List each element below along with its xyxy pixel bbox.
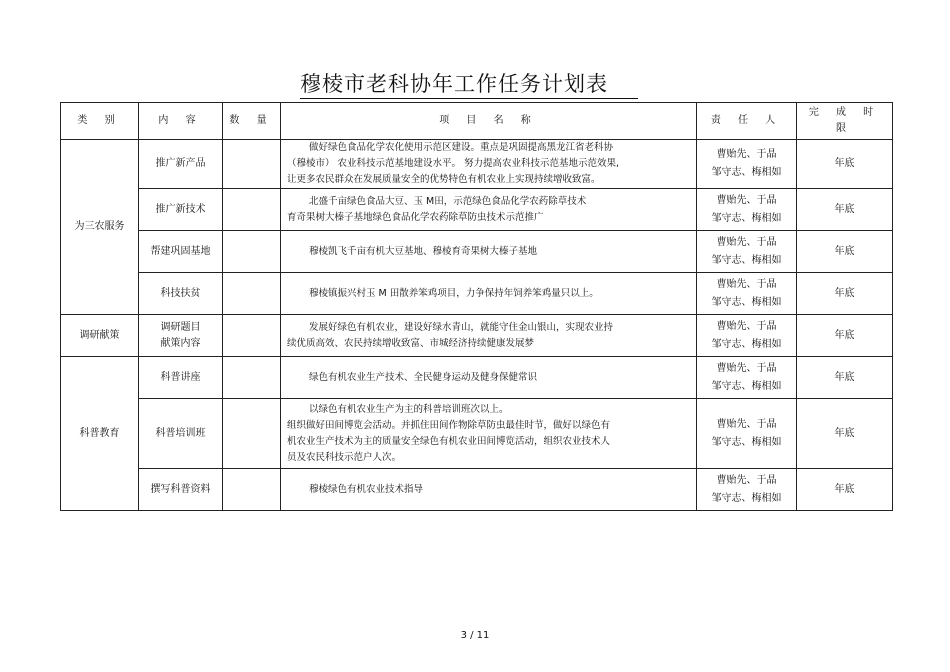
content-cell (139, 140, 223, 189)
responsible-cell (697, 231, 797, 273)
project-line: 穆棱镇振兴村玉 M 田散养笨鸡项目，力争保持年饲养笨鸡量只以上。 (309, 287, 599, 299)
table-row (61, 231, 893, 273)
project-cell (281, 315, 697, 357)
quantity-cell (223, 399, 281, 469)
project-line: 组织做好田间博览会活动。并抓住田间作物除草防虫最佳时节，做好以绿色有 (287, 419, 611, 431)
responsible-line: 曹贻先、于晶 (716, 149, 777, 160)
responsible-line: 邹守志、梅相如 (711, 380, 782, 392)
responsible-line: 邹守志、梅相如 (711, 254, 782, 266)
project-line: 发展好绿色有机农业，建设好绿水青山，就能守住金山银山，实现农业持 (309, 321, 614, 333)
responsible-line: 邹守志、梅相如 (711, 492, 782, 504)
responsible-line: 曹贻先、于晶 (716, 194, 777, 206)
table-row (61, 469, 893, 511)
project-line: 北盛千亩绿色食品大豆、玉 M田，示范绿色食品化学农药除草技术 (309, 195, 587, 207)
project-line: 机农业生产技术为主的质量安全绿色有机农业田间博览活动，组织农业技术人 (287, 435, 611, 447)
responsible-cell (697, 140, 797, 189)
responsible-line: 曹贻先、于晶 (716, 320, 777, 332)
project-line: （穆棱市） 农业科技示范基地建设水平。 努力提高农业科技示范基地示范效果, (287, 158, 620, 169)
responsible-cell (697, 357, 797, 399)
project-line: 穆棱凯飞千亩有机大豆基地、穆棱育奇果树大榛子基地 (309, 245, 538, 257)
header-deadline: 完 成 时 限 (797, 103, 893, 140)
project-cell (281, 399, 697, 469)
table-row (61, 315, 893, 357)
content-line: 推广新技术 (155, 203, 206, 215)
content-cell (139, 189, 223, 231)
responsible-line: 曹贻先、于晶 (716, 418, 777, 430)
project-line: 员及农民科技示范户人次。 (287, 451, 402, 463)
content-cell (139, 273, 223, 315)
deadline-cell: 年底 (797, 231, 893, 273)
responsible-line: 曹贻先、于晶 (716, 362, 777, 374)
header-project: 项 目 名 称 (281, 103, 697, 140)
quantity-cell (223, 315, 281, 357)
project-cell (281, 469, 697, 511)
project-line: 做好绿色食品化学农化使用示范区建设。重点是巩固提高黑龙江省老科协 (309, 142, 614, 153)
responsible-line: 邹守志、梅相如 (711, 167, 782, 178)
project-line: 让更多农民群众在发展质量安全的优势特色有机农业上实现持续增收致富。 (287, 174, 601, 185)
table-header-row (61, 103, 893, 140)
page-title: 穆棱市老科协年工作任务计划表 (300, 70, 638, 99)
responsible-cell (697, 469, 797, 511)
category-cell: 为三农服务 (61, 140, 139, 315)
table-row (61, 399, 893, 469)
quantity-cell (223, 231, 281, 273)
content-line: 科普培训班 (155, 427, 206, 439)
content-line: 科普讲座 (160, 371, 201, 383)
responsible-line: 邹守志、梅相如 (711, 212, 782, 224)
deadline-cell: 年底 (797, 273, 893, 315)
content-line: 帮建巩固基地 (150, 245, 211, 257)
responsible-line: 邹守志、梅相如 (711, 338, 782, 350)
responsible-cell (697, 273, 797, 315)
project-line: 以绿色有机农业生产为主的科普培训班次以上。 (309, 403, 509, 415)
table-row (61, 189, 893, 231)
quantity-cell (223, 140, 281, 189)
project-cell (281, 357, 697, 399)
content-line: 推广新产品 (155, 158, 206, 169)
responsible-line: 邹守志、梅相如 (711, 296, 782, 308)
deadline-cell: 年底 (797, 189, 893, 231)
deadline-cell: 年底 (797, 469, 893, 511)
content-line: 科技扶贫 (160, 287, 201, 299)
responsible-cell (697, 189, 797, 231)
project-line: 绿色有机农业生产技术、全民健身运动及健身保健常识 (309, 371, 538, 383)
responsible-cell (697, 399, 797, 469)
header-quantity: 数 量 (223, 103, 281, 140)
table-row (61, 273, 893, 315)
category-cell: 科普教育 (61, 357, 139, 511)
content-cell (139, 399, 223, 469)
project-line: 续优质高效、农民持续增收致富、市城经济持续健康发展梦 (287, 337, 535, 349)
table-row (61, 357, 893, 399)
project-cell (281, 273, 697, 315)
deadline-cell: 年底 (797, 315, 893, 357)
header-content: 内 容 (139, 103, 223, 140)
quantity-cell (223, 357, 281, 399)
project-cell (281, 140, 697, 189)
header-category: 类 别 (61, 103, 139, 140)
project-cell (281, 231, 697, 273)
project-line: 育奇果树大榛子基地绿色食品化学农药除草防虫技术示范推广 (287, 211, 544, 223)
page-number: 3 / 11 (460, 630, 490, 641)
quantity-cell (223, 469, 281, 511)
content-line: 调研题目 (160, 321, 201, 333)
content-line: 献策内容 (160, 337, 201, 349)
deadline-cell: 年底 (797, 357, 893, 399)
content-line: 撰写科普资料 (150, 483, 211, 495)
responsible-line: 邹守志、梅相如 (711, 436, 782, 448)
category-cell: 调研献策 (61, 315, 139, 357)
content-cell (139, 315, 223, 357)
responsible-line: 曹贻先、于晶 (716, 474, 777, 486)
quantity-cell (223, 273, 281, 315)
content-cell (139, 469, 223, 511)
content-cell (139, 357, 223, 399)
table-row (61, 140, 893, 189)
responsible-cell (697, 315, 797, 357)
work-plan-table (60, 102, 893, 511)
header-responsible: 责 任 人 (697, 103, 797, 140)
project-line: 穆棱绿色有机农业技术指导 (309, 483, 424, 495)
project-cell (281, 189, 697, 231)
deadline-cell: 年底 (797, 399, 893, 469)
deadline-cell: 年底 (797, 140, 893, 189)
content-cell (139, 231, 223, 273)
quantity-cell (223, 189, 281, 231)
responsible-line: 曹贻先、于晶 (716, 236, 777, 248)
responsible-line: 曹贻先、于晶 (716, 278, 777, 290)
